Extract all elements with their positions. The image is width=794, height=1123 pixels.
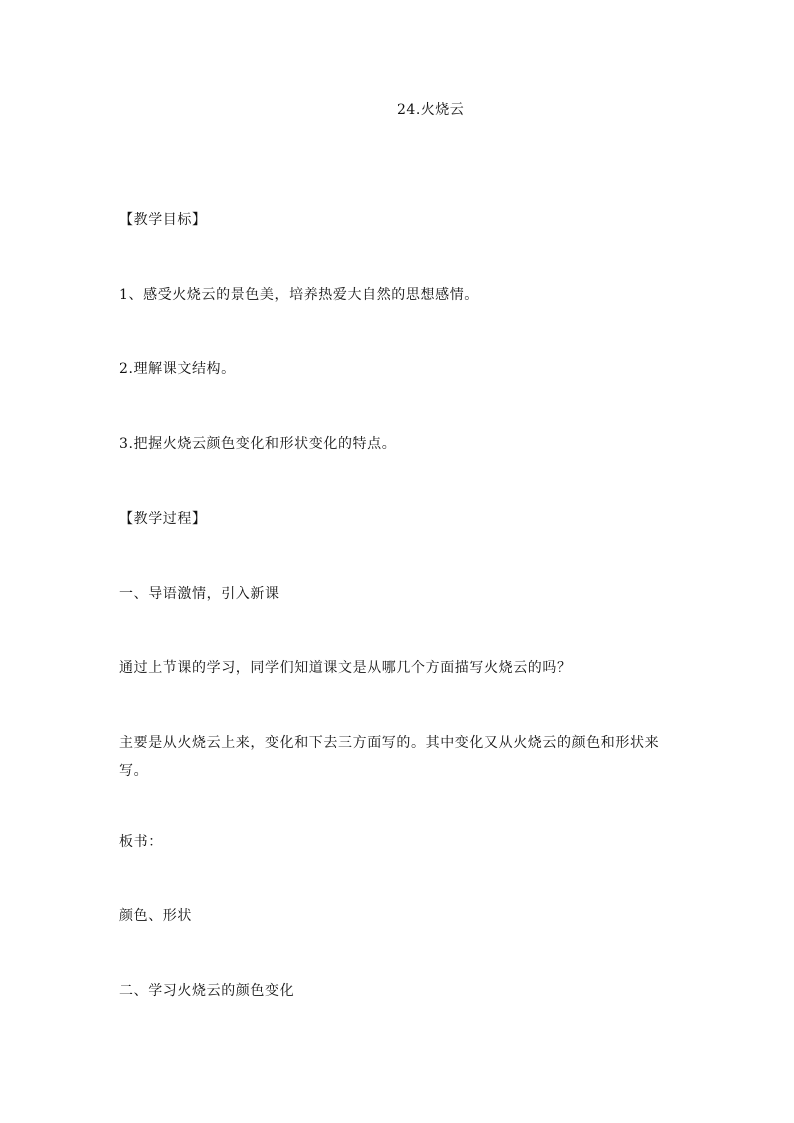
paragraph-question: 通过上节课的学习，同学们知道课文是从哪几个方面描写火烧云的吗？ bbox=[119, 660, 572, 676]
document-title: 24.火烧云 bbox=[397, 102, 465, 118]
section-heading-process: 【教学过程】 bbox=[119, 511, 207, 527]
board-label: 板书： bbox=[119, 834, 163, 850]
objective-item-2: 2.理解课文结构。 bbox=[119, 361, 236, 377]
objective-item-1: 1、感受火烧云的景色美，培养热爱大自然的思想感情。 bbox=[119, 287, 479, 303]
section-heading-objectives: 【教学目标】 bbox=[119, 212, 207, 228]
step-heading-1: 一、导语激情，引入新课 bbox=[119, 586, 280, 602]
board-content: 颜色、形状 bbox=[119, 908, 192, 924]
objective-item-3: 3.把握火烧云颜色变化和形状变化的特点。 bbox=[119, 436, 397, 452]
paragraph-answer: 主要是从火烧云上来，变化和下去三方面写的。其中变化又从火烧云的颜色和形状来写。 bbox=[119, 735, 660, 779]
step-heading-2: 二、学习火烧云的颜色变化 bbox=[119, 983, 295, 999]
